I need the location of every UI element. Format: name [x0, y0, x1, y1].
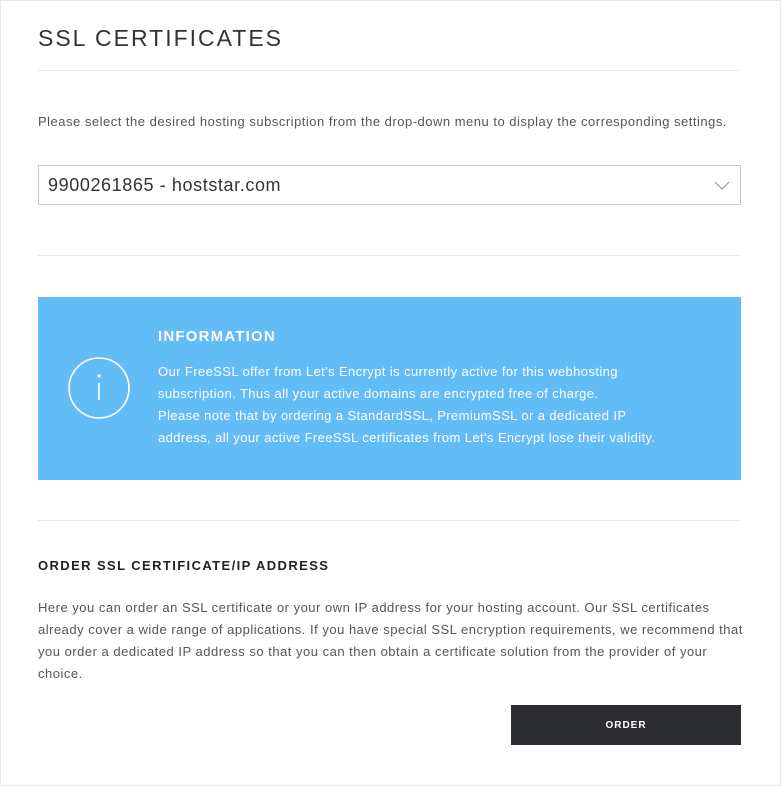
information-line: subscription. Thus all your active domains are encrypted free of charge.: [158, 386, 599, 401]
information-line: Our FreeSSL offer from Let's Encrypt is currently active for this webhosting: [158, 364, 618, 379]
page-title: SSL CERTIFICATES: [38, 25, 284, 51]
order-description: Here you can order an SSL certificate or your own IP address for your hosting account. Our SSL certificates already cover a wide range of applications. If you have special SSL encryption requirements, we recommend that you order a dedicated IP address so that you can then obtain a certificate solution from the provider of your choice.: [38, 600, 743, 681]
info-icon: [67, 356, 131, 420]
order-button[interactable]: ORDER: [511, 705, 741, 745]
subscription-select[interactable]: [38, 165, 741, 205]
information-line: Please note that by ordering a StandardSSL, PremiumSSL or a dedicated IP: [158, 408, 627, 423]
subscription-instruction: Please select the desired hosting subscription from the drop-down menu to display the corresponding settings.: [38, 114, 727, 129]
information-text: [158, 361, 728, 449]
information-line: address, all your active FreeSSL certificates from Let's Encrypt lose their validity.: [158, 430, 656, 445]
order-heading: ORDER SSL CERTIFICATE/IP ADDRESS: [38, 558, 330, 573]
order-divider: [38, 520, 741, 521]
subscription-select-value: 9900261865 - hoststar.com: [48, 175, 282, 195]
information-panel: [38, 297, 741, 480]
information-heading: INFORMATION: [158, 328, 276, 345]
section-divider: [38, 255, 741, 256]
chevron-down-icon: [714, 179, 730, 191]
title-divider: [38, 70, 741, 71]
